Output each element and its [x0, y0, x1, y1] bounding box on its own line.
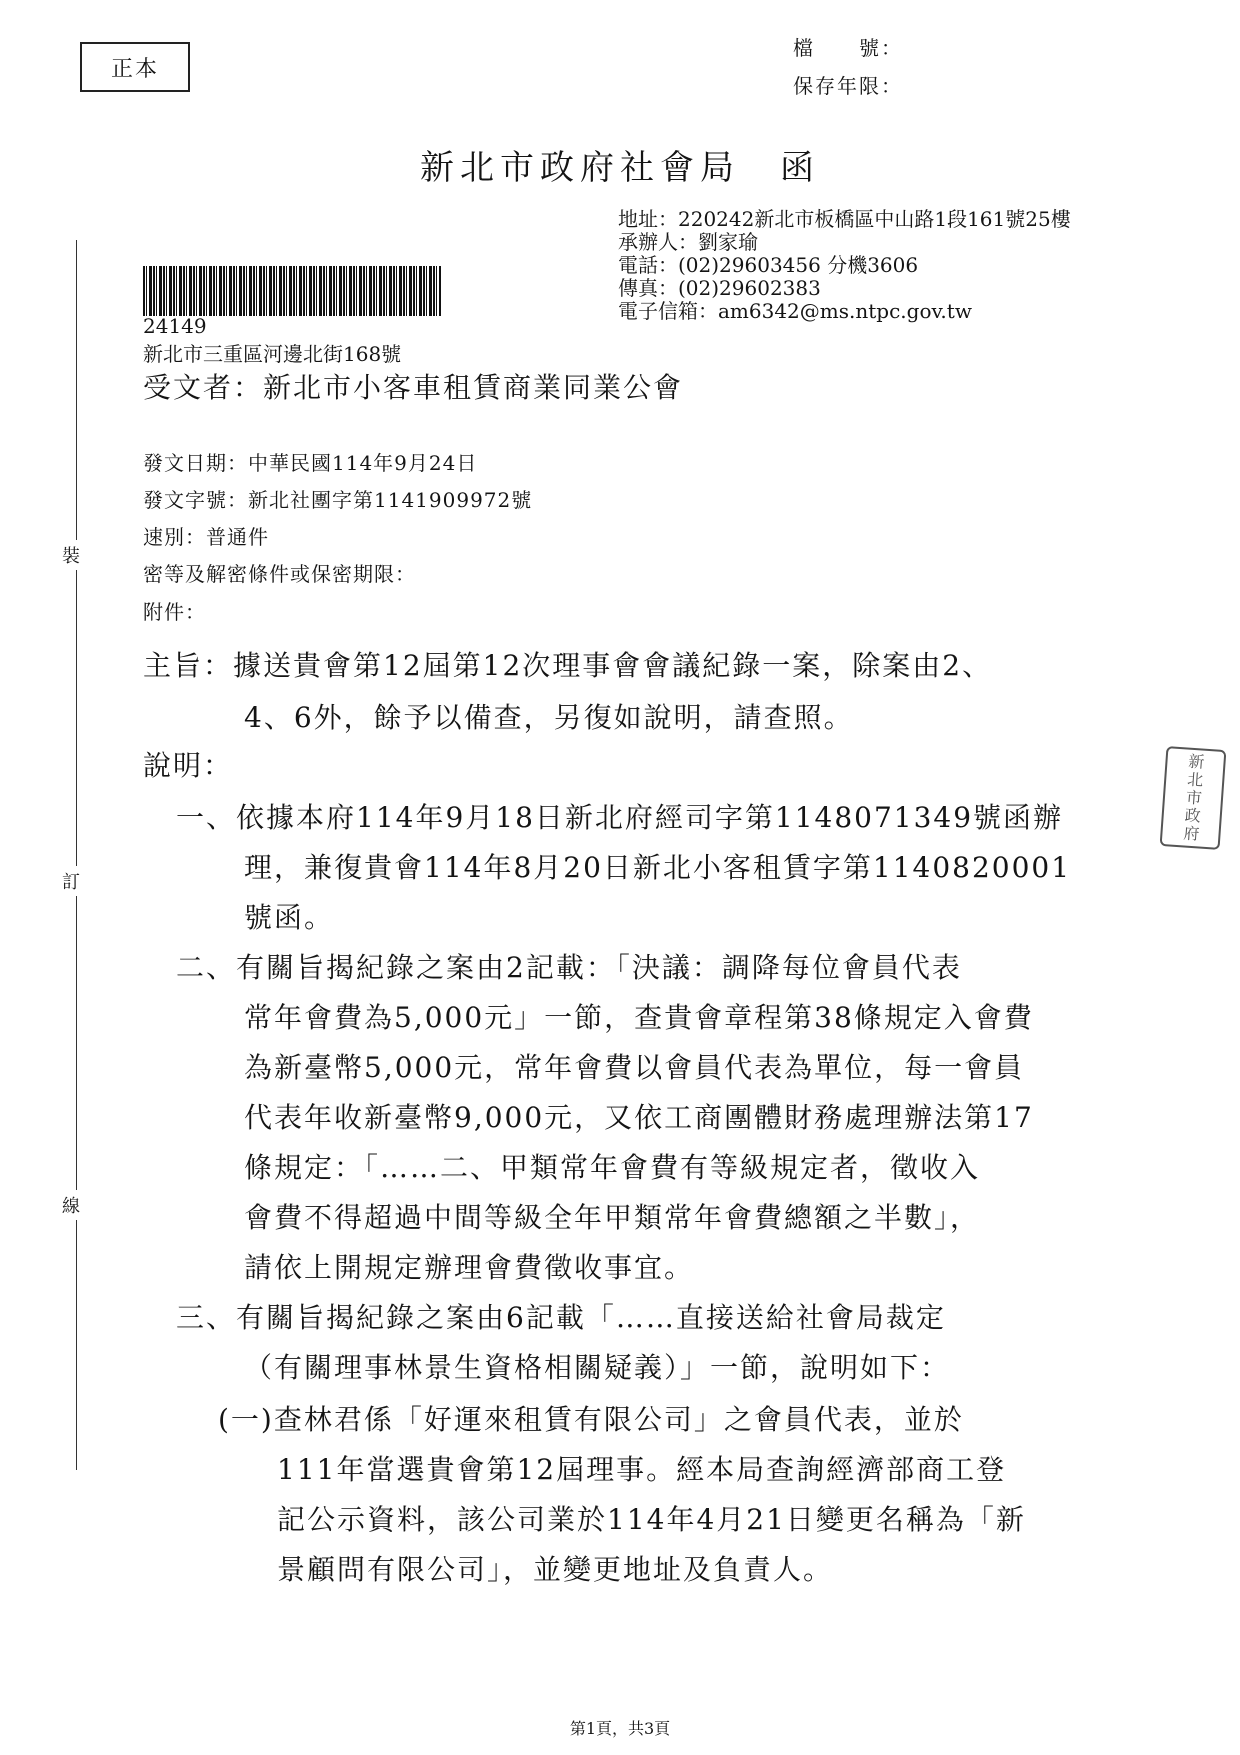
- recipient: 受文者：新北市小客車租賃商業同業公會: [143, 371, 684, 404]
- explanation-item-2-line-1: 二、有關旨揭紀錄之案由2記載：「決議：調降每位會員代表: [176, 951, 962, 984]
- sender-phone: 電話：(02)29603456 分機3606: [618, 253, 919, 277]
- explanation-item-2-line-2: 常年會費為5,000元」一節，查貴會章程第38條規定入會費: [244, 1001, 1034, 1034]
- sender-info: [618, 208, 1071, 323]
- issue-date: 發文日期：中華民國114年9月24日: [143, 451, 478, 475]
- explanation-item-1-line-1: 一、依據本府114年9月18日新北府經司字第1148071349號函辦: [176, 801, 1064, 834]
- sender-email: 電子信箱：am6342@ms.ntpc.gov.tw: [618, 299, 972, 323]
- confidentiality: 密等及解密條件或保密期限：: [143, 562, 416, 586]
- seal-stamp: 新北市政府: [1160, 746, 1227, 850]
- explanation-item-2-line-4: 代表年收新臺幣9,000元，又依工商團體財務處理辦法第17: [244, 1101, 1034, 1134]
- binding-mark-zhuang: 裝: [62, 540, 80, 570]
- explanation-item-2-line-5: 條規定：「……二、甲類常年會費有等級規定者，徵收入: [244, 1151, 981, 1184]
- sender-contact-person: 承辦人：劉家瑜: [618, 230, 758, 254]
- speed-class: 速別：普通件: [143, 525, 269, 549]
- document-number: 發文字號：新北社團字第1141909972號: [143, 488, 533, 512]
- explanation-item-1-line-3: 號函。: [244, 901, 335, 934]
- explanation-item-3-line-2: （有關理事林景生資格相關疑義）」一節，說明如下：: [244, 1351, 951, 1384]
- attachment: 附件：: [143, 600, 206, 624]
- retention-label: 保存年限：: [793, 74, 903, 98]
- explanation-heading: 說明：: [143, 749, 234, 782]
- binding-mark-xian: 線: [62, 1190, 80, 1220]
- explanation-item-3-line-1: 三、有關旨揭紀錄之案由6記載「……直接送給社會局裁定: [176, 1301, 946, 1334]
- document-title: 新北市政府社會局 函: [420, 148, 820, 188]
- binding-mark-ding: 訂: [62, 866, 80, 896]
- barcode: [143, 266, 441, 316]
- binding-line: [76, 240, 77, 1470]
- sender-fax: 傳真：(02)29602383: [618, 276, 821, 300]
- page-footer: 第1頁，共3頁: [569, 1719, 671, 1738]
- explanation-item-2-line-7: 請依上開規定辦理會費徵收事宜。: [244, 1251, 695, 1284]
- explanation-item-3-sub-1-line-2: 111年當選貴會第12屆理事。經本局查詢經濟部商工登: [277, 1453, 1007, 1486]
- recipient-address: 新北市三重區河邊北街168號: [143, 342, 402, 366]
- explanation-item-2-line-3: 為新臺幣5,000元，常年會費以會員代表為單位，每一會員: [244, 1051, 1025, 1084]
- original-copy-stamp: 正本: [80, 42, 190, 92]
- explanation-item-1-line-2: 理，兼復貴會114年8月20日新北小客租賃字第1140820001: [244, 851, 1072, 884]
- explanation-item-2-line-6: 會費不得超過中間等級全年甲類常年會費總額之半數」，: [244, 1201, 981, 1234]
- postal-code: 24149: [143, 314, 207, 338]
- file-number-label: 檔 號：: [793, 36, 903, 60]
- explanation-item-3-sub-1-line-1: (一)查林君係「好運來租賃有限公司」之會員代表，並於: [218, 1403, 964, 1436]
- explanation-item-3-sub-1-line-3: 記公示資料，該公司業於114年4月21日變更名稱為「新: [277, 1503, 1026, 1536]
- subject-line-2: 4、6外，餘予以備查，另復如說明，請查照。: [244, 701, 854, 734]
- sender-address: 地址：220242新北市板橋區中山路1段161號25樓: [618, 207, 1071, 231]
- subject-line-1: 主旨：據送貴會第12屆第12次理事會會議紀錄一案，除案由2、: [143, 649, 993, 682]
- explanation-item-3-sub-1-line-4: 景顧問有限公司」，並變更地址及負責人。: [277, 1553, 834, 1586]
